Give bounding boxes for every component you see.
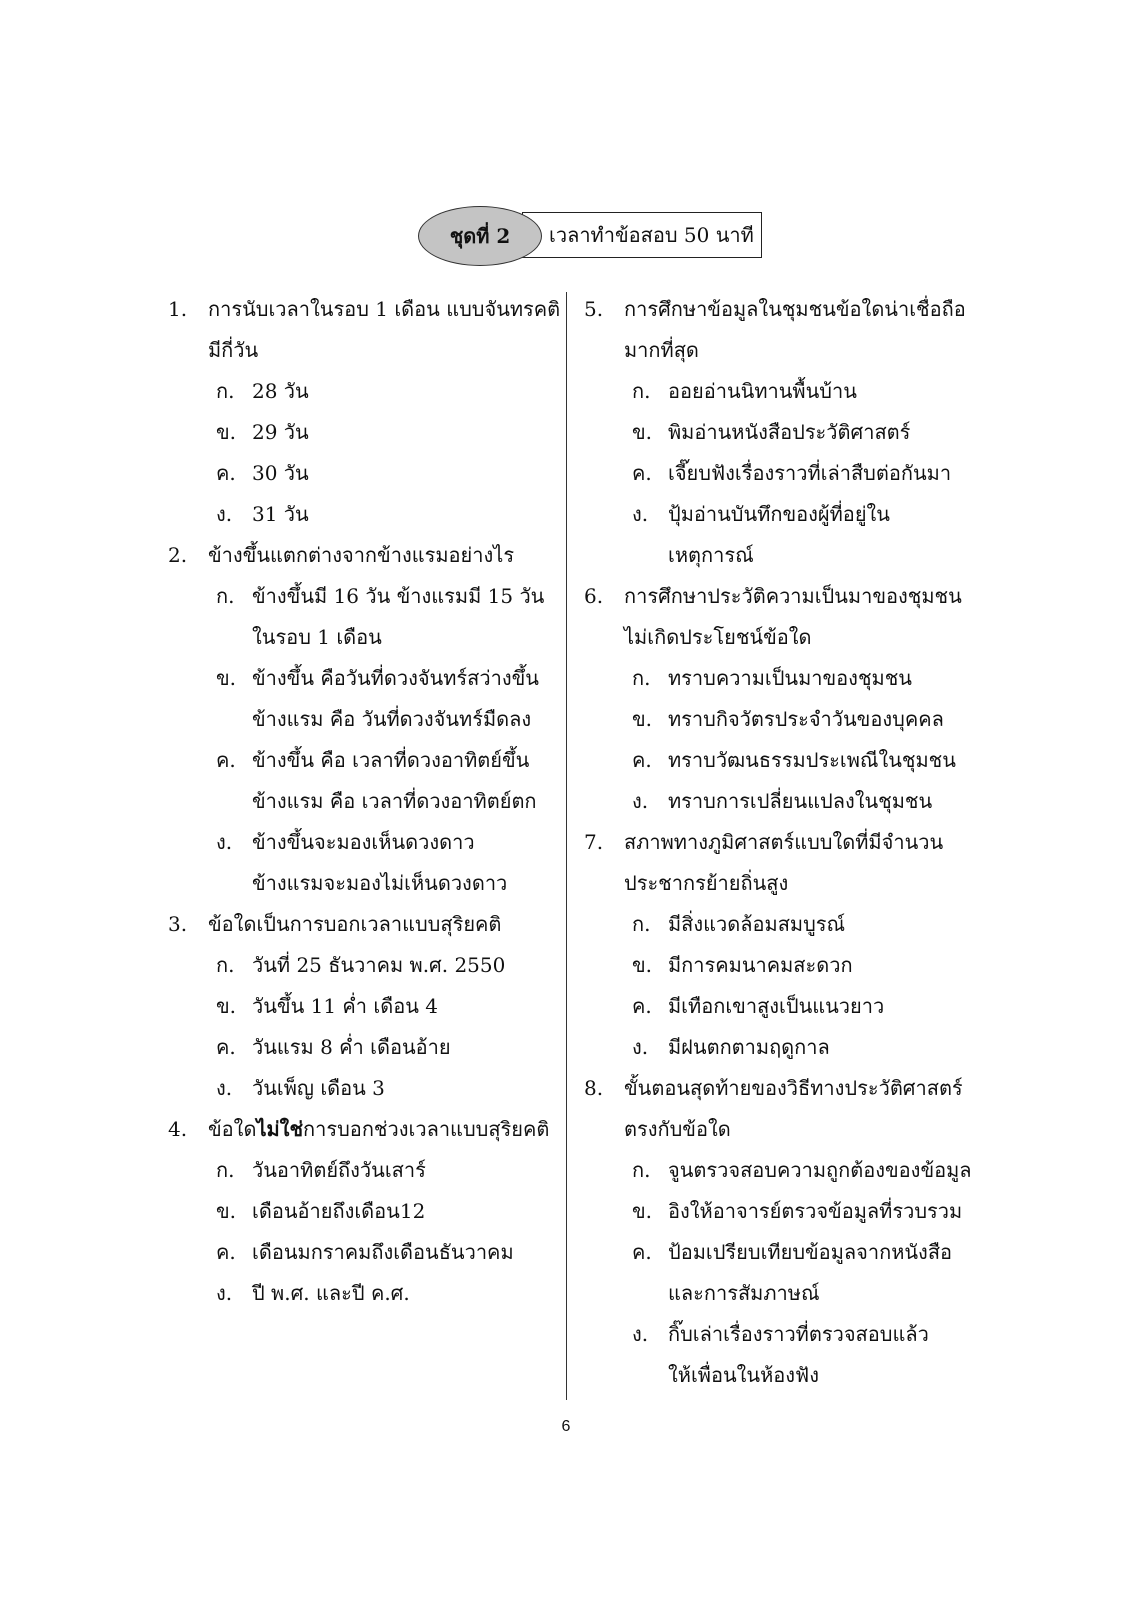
choice-text: 31 วัน: [252, 502, 309, 526]
exam-header: [0, 0, 1132, 280]
choice-c: [168, 453, 558, 494]
choice-text: วันขึ้น 11 ค่ำ เดือน 4: [252, 994, 438, 1018]
choice-text-cont: และการสัมภาษณ์: [668, 1281, 820, 1305]
choice-text: มีฝนตกตามฤดูกาล: [668, 1035, 830, 1059]
choice-text: เจี๊ยบฟังเรื่องราวที่เล่าสืบต่อกันมา: [668, 461, 952, 485]
question-text-cont: ตรงกับข้อใด: [624, 1117, 731, 1141]
question-number: 4.: [168, 1117, 188, 1141]
choice-text: 29 วัน: [252, 420, 309, 444]
choice-text: ปี พ.ศ. และปี ค.ศ.: [252, 1281, 410, 1305]
question-text: การนับเวลาในรอบ 1 เดือน แบบจันทรคติ: [208, 297, 561, 321]
choice-label: ค.: [632, 461, 652, 485]
question-text-cont: มีกี่วัน: [208, 338, 259, 362]
question-8: [584, 1068, 984, 1396]
left-column: [168, 289, 561, 1314]
choice-text-cont: ข้างแรมจะมองไม่เห็นดวงดาว: [252, 871, 508, 895]
choice-text: จูนตรวจสอบความถูกต้องของข้อมูล: [668, 1158, 972, 1182]
choice-text-cont: ในรอบ 1 เดือน: [252, 625, 382, 649]
question-text: ข้อใดเป็นการบอกเวลาแบบสุริยคติ: [208, 912, 502, 936]
choice-label: ข.: [632, 1199, 653, 1223]
choice-b: [168, 1191, 558, 1232]
choice-text-cont: เหตุการณ์: [668, 543, 754, 567]
choice-label: ง.: [632, 502, 649, 526]
choice-text: วันที่ 25 ธันวาคม พ.ศ. 2550: [252, 953, 506, 977]
choice-b: [584, 699, 984, 740]
choice-label: ข.: [632, 707, 653, 731]
choice-label: ง.: [216, 830, 233, 854]
question-number: 2.: [168, 543, 188, 567]
choice-text: พิมอ่านหนังสือประวัติศาสตร์: [668, 420, 911, 444]
question-text-emphasis: ไม่ใช่: [256, 1117, 304, 1141]
choice-d: [168, 1273, 558, 1314]
question-7: [584, 822, 984, 1068]
choice-b: [168, 986, 558, 1027]
choice-text: ทราบวัฒนธรรมประเพณีในชุมชน: [668, 748, 956, 772]
choice-text: มีการคมนาคมสะดวก: [668, 953, 853, 977]
exam-set-badge: [418, 206, 542, 266]
question-text: [208, 1109, 549, 1150]
choice-c: [168, 1232, 558, 1273]
question-text: การศึกษาประวัติความเป็นมาของชุมชน: [624, 584, 962, 608]
choice-text: ข้างขึ้น คือ เวลาที่ดวงอาทิตย์ขึ้น: [252, 748, 530, 772]
choice-text: วันเพ็ญ เดือน 3: [252, 1076, 385, 1100]
choice-label: ค.: [632, 748, 652, 772]
page-number: 6: [561, 1418, 571, 1435]
choice-label: ง.: [216, 1281, 233, 1305]
choice-label: ข.: [216, 666, 237, 690]
choice-text: ข้างขึ้นมี 16 วัน ข้างแรมมี 15 วัน: [252, 584, 545, 608]
choice-a: [168, 945, 558, 986]
choice-c: [584, 986, 984, 1027]
question-5: [584, 289, 984, 576]
choice-label: ก.: [632, 666, 651, 690]
choice-label: ก.: [216, 379, 235, 403]
choice-text: ออยอ่านนิทานพื้นบ้าน: [668, 379, 857, 403]
choice-label: ข.: [216, 1199, 237, 1223]
question-3: [168, 904, 558, 1109]
choice-text: ข้างขึ้น คือวันที่ดวงจันทร์สว่างขึ้น: [252, 666, 539, 690]
question-text: การศึกษาข้อมูลในชุมชนข้อใดน่าเชื่อถือ: [624, 297, 966, 321]
choice-d: [584, 494, 984, 535]
question-2: [168, 535, 558, 904]
choice-c: [168, 1027, 558, 1068]
choice-text: 28 วัน: [252, 379, 309, 403]
question-number: 8.: [584, 1076, 604, 1100]
question-number: 7.: [584, 830, 604, 854]
choice-label: ค.: [216, 1035, 236, 1059]
choice-text: ทราบความเป็นมาของชุมชน: [668, 666, 912, 690]
choice-label: ข.: [216, 420, 237, 444]
choice-label: ง.: [216, 502, 233, 526]
question-text-post: การบอกช่วงเวลาแบบสุริยคติ: [303, 1117, 550, 1141]
choice-text: ป้อมเปรียบเทียบข้อมูลจากหนังสือ: [668, 1240, 953, 1264]
choice-b: [168, 658, 558, 699]
exam-time-box: [522, 212, 762, 258]
exam-time-label: เวลาทำข้อสอบ 50 นาที: [549, 223, 754, 247]
choice-d: [584, 781, 984, 822]
choice-label: ก.: [632, 379, 651, 403]
choice-text: มีสิ่งแวดล้อมสมบูรณ์: [668, 912, 846, 936]
question-number: 3.: [168, 912, 188, 936]
choice-a: [168, 576, 558, 617]
choice-d: [168, 1068, 558, 1109]
choice-label: ก.: [216, 953, 235, 977]
choice-label: ข.: [632, 420, 653, 444]
choice-d: [168, 494, 558, 535]
choice-c: [168, 740, 558, 781]
question-text-cont: ไม่เกิดประโยชน์ข้อใด: [624, 625, 812, 649]
choice-d: [584, 1027, 984, 1068]
question-text-cont: ประชากรย้ายถิ่นสูง: [624, 871, 789, 895]
choice-text: อิงให้อาจารย์ตรวจข้อมูลที่รวบรวม: [668, 1199, 963, 1223]
choice-text: เดือนอ้ายถึงเดือน12: [252, 1199, 426, 1223]
choice-label: ก.: [632, 912, 651, 936]
choice-label: ง.: [632, 1035, 649, 1059]
question-text: ข้างขึ้นแตกต่างจากข้างแรมอย่างไร: [208, 543, 515, 567]
choice-a: [168, 371, 558, 412]
choice-c: [584, 453, 984, 494]
choice-label: ค.: [216, 748, 236, 772]
question-text-cont: มากที่สุด: [624, 338, 699, 362]
choice-b: [168, 412, 558, 453]
question-text-pre: ข้อใด: [208, 1117, 257, 1141]
choice-text-cont: ข้างแรม คือ วันที่ดวงจันทร์มืดลง: [252, 707, 532, 731]
right-column: [584, 289, 984, 1396]
choice-text: กิ๊บเล่าเรื่องราวที่ตรวจสอบแล้ว: [668, 1322, 929, 1346]
choice-a: [584, 904, 984, 945]
choice-label: ค.: [216, 461, 236, 485]
column-divider: [566, 292, 567, 1400]
question-number: 6.: [584, 584, 604, 608]
choice-text: วันแรม 8 ค่ำ เดือนอ้าย: [252, 1035, 451, 1059]
choice-a: [584, 1150, 984, 1191]
choice-label: ค.: [632, 994, 652, 1018]
choice-label: ค.: [632, 1240, 652, 1264]
choice-text: 30 วัน: [252, 461, 309, 485]
choice-label: ก.: [632, 1158, 651, 1182]
question-4: [168, 1109, 558, 1314]
choice-text: ข้างขึ้นจะมองเห็นดวงดาว: [252, 830, 475, 854]
choice-a: [168, 1150, 558, 1191]
choice-label: ข.: [216, 994, 237, 1018]
question-number: 1.: [168, 297, 188, 321]
choice-b: [584, 945, 984, 986]
choice-text: มีเทือกเขาสูงเป็นแนวยาว: [668, 994, 885, 1018]
choice-label: ก.: [216, 1158, 235, 1182]
choice-text: ทราบกิจวัตรประจำวันของบุคคล: [668, 707, 944, 731]
choice-text-cont: ข้างแรม คือ เวลาที่ดวงอาทิตย์ตก: [252, 789, 537, 813]
question-6: [584, 576, 984, 822]
choice-a: [584, 371, 984, 412]
choice-a: [584, 658, 984, 699]
choice-label: ง.: [632, 789, 649, 813]
choice-b: [584, 412, 984, 453]
choice-b: [584, 1191, 984, 1232]
exam-set-label: ชุดที่ 2: [449, 224, 511, 248]
question-text: ขั้นตอนสุดท้ายของวิธีทางประวัติศาสตร์: [624, 1076, 963, 1100]
choice-label: ค.: [216, 1240, 236, 1264]
choice-d: [584, 1314, 984, 1355]
choice-c: [584, 1232, 984, 1273]
choice-label: ง.: [216, 1076, 233, 1100]
choice-d: [168, 822, 558, 863]
choice-c: [584, 740, 984, 781]
choice-text: ปุ้มอ่านบันทึกของผู้ที่อยู่ใน: [668, 502, 890, 526]
choice-text-cont: ให้เพื่อนในห้องฟัง: [668, 1363, 819, 1387]
choice-text: เดือนมกราคมถึงเดือนธันวาคม: [252, 1240, 514, 1264]
question-text: สภาพทางภูมิศาสตร์แบบใดที่มีจำนวน: [624, 830, 944, 854]
choice-label: ก.: [216, 584, 235, 608]
question-1: [168, 289, 561, 535]
choice-label: ง.: [632, 1322, 649, 1346]
choice-label: ข.: [632, 953, 653, 977]
question-number: 5.: [584, 297, 604, 321]
choice-text: ทราบการเปลี่ยนแปลงในชุมชน: [668, 789, 933, 813]
choice-text: วันอาทิตย์ถึงวันเสาร์: [252, 1158, 426, 1182]
